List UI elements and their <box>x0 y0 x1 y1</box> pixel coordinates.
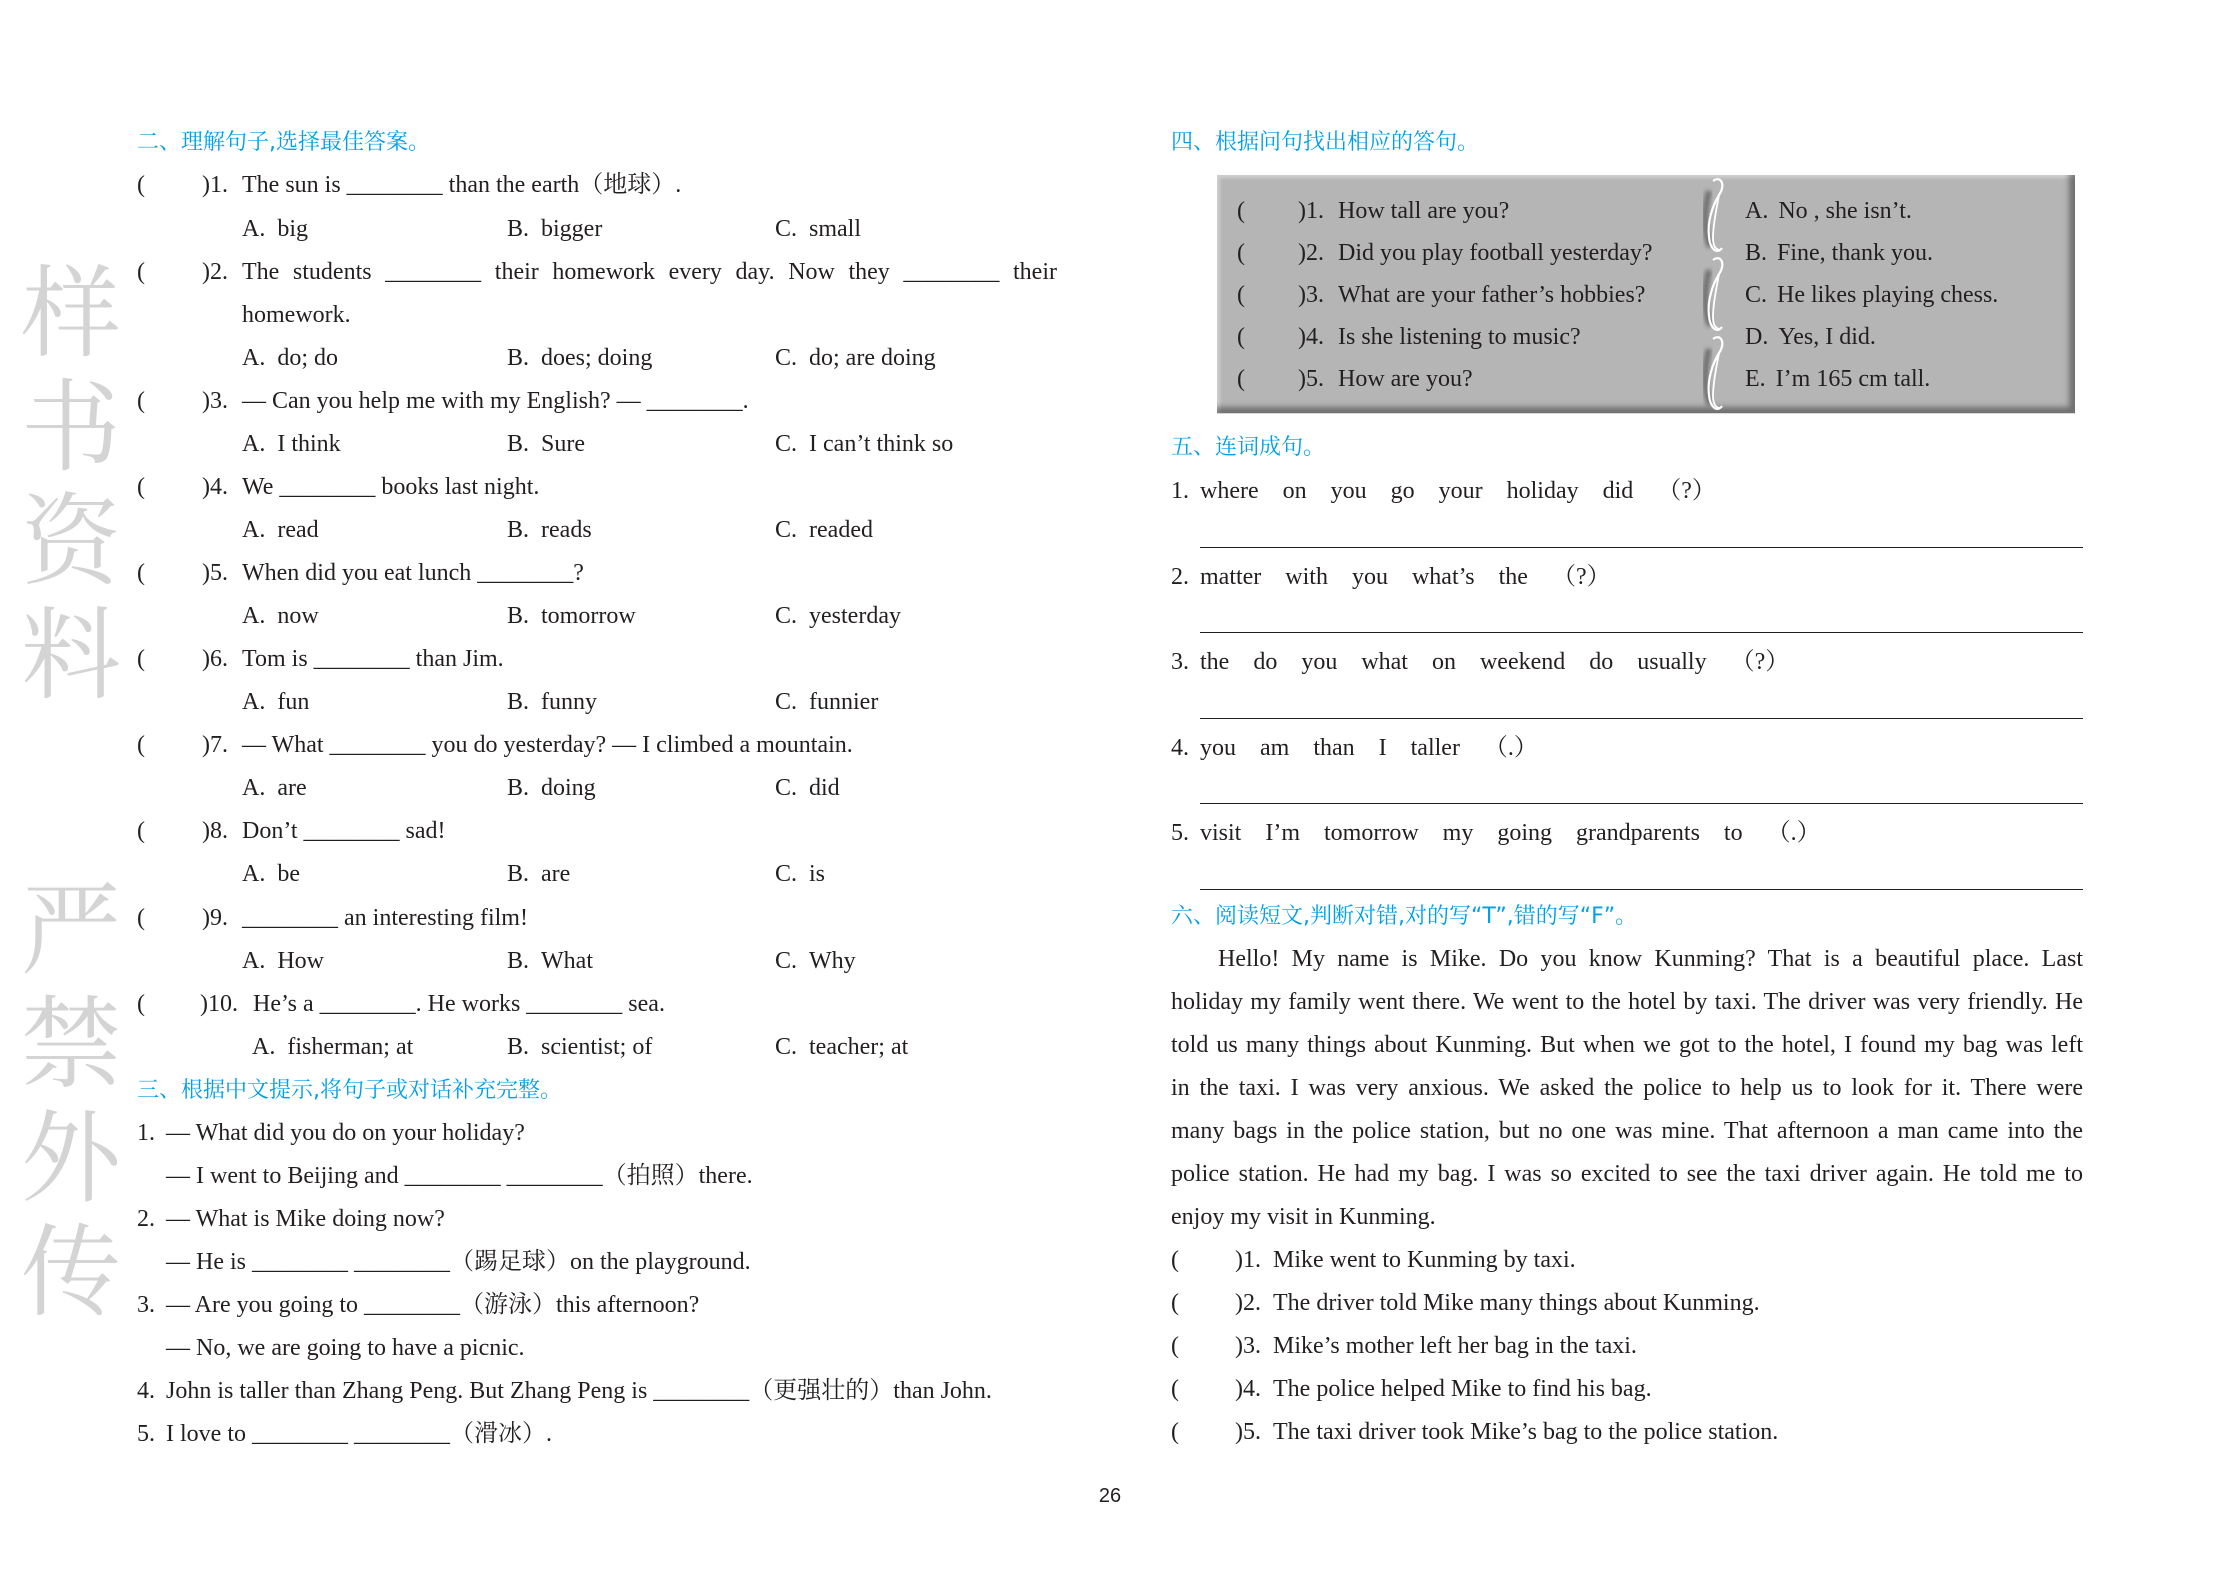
answer-bracket: ( <box>137 473 145 500</box>
options-row <box>137 681 1067 724</box>
item-number: 2. <box>137 1205 155 1232</box>
question-text: The students ________ their homework every day. Now they ________ their <box>242 258 1057 285</box>
option-a <box>242 208 308 251</box>
option-text: bigger <box>541 215 603 242</box>
section2-heading-row <box>137 121 1067 164</box>
statement-number: )2. <box>1235 1290 1261 1317</box>
option-letter: C. <box>775 603 798 630</box>
passage-line: police station. He had my bag. I was so excited to see the taxi driver again. He told me to <box>1171 1161 2083 1188</box>
option-b <box>507 595 636 638</box>
question-text: He’s a ________. He works ________ sea. <box>253 990 665 1017</box>
option-text: Sure <box>541 430 586 457</box>
option-text: teacher; at <box>809 1033 909 1060</box>
answer-bracket: ( <box>1171 1376 1179 1403</box>
question-number: )4. <box>1298 324 1324 350</box>
option-b <box>507 509 592 552</box>
option-text: do; do <box>277 344 339 371</box>
answer-letter: B. <box>1745 240 1768 266</box>
statement-text: Mike went to Kunming by taxi. <box>1273 1247 1576 1274</box>
statement-text: The driver told Mike many things about Kunming. <box>1273 1290 1760 1317</box>
answer-bracket: ( <box>1171 1333 1179 1360</box>
question-text: Don’t ________ sad! <box>242 818 446 845</box>
options-row <box>137 423 1067 466</box>
option-letter: B. <box>507 775 530 802</box>
option-b <box>507 208 602 251</box>
question-text: ________ an interesting film! <box>242 904 528 931</box>
section5-heading: 五、连词成句。 <box>1171 435 1326 461</box>
option-letter: C. <box>775 861 798 888</box>
option-text: tomorrow <box>541 603 636 630</box>
option-letter: B. <box>507 1033 530 1060</box>
question-text: Did you play football yesterday? <box>1338 240 1653 266</box>
option-b <box>507 1026 652 1069</box>
question-row <box>137 164 1067 207</box>
options-row <box>137 208 1067 251</box>
answer-bracket: ( <box>137 560 145 587</box>
question-row <box>137 638 1067 681</box>
option-letter: A. <box>252 1033 276 1060</box>
section6-heading-row <box>1171 895 2083 938</box>
question-row <box>137 466 1067 509</box>
word-order-item <box>1171 727 2083 770</box>
item-number: 5. <box>137 1421 155 1448</box>
item-number: 4. <box>137 1378 155 1405</box>
item-number: 1. <box>137 1119 155 1146</box>
answer-option <box>1745 190 1912 232</box>
options-row <box>137 853 1067 896</box>
answer-bracket: ( <box>137 732 145 759</box>
matching-box <box>1217 175 2075 413</box>
option-text: yesterday <box>809 603 901 630</box>
option-b <box>507 681 597 724</box>
question-row <box>137 897 1067 940</box>
option-letter: A. <box>242 215 266 242</box>
answer-bracket: ( <box>137 387 145 414</box>
question-row <box>137 380 1067 423</box>
item-number: 1. <box>1171 478 1189 505</box>
answer-bracket: ( <box>137 990 145 1017</box>
answer-bracket: ( <box>137 258 145 285</box>
option-letter: C. <box>775 947 798 974</box>
option-a <box>242 509 319 552</box>
passage-line: Hello! My name is Mike. Do you know Kunming? That is a beautiful place. Last <box>1218 946 2083 973</box>
option-c <box>775 509 873 552</box>
answer-bracket: ( <box>137 172 145 199</box>
question-number: )7. <box>202 732 228 759</box>
option-letter: C. <box>775 516 798 543</box>
dialogue-line: — What is Mike doing now? <box>166 1205 445 1232</box>
option-letter: A. <box>242 775 266 802</box>
answer-line <box>1200 889 2083 890</box>
true-false-item <box>1171 1368 2083 1411</box>
option-text: now <box>277 603 319 630</box>
answer-bracket: ( <box>1237 324 1245 350</box>
option-b <box>507 853 570 896</box>
true-false-item <box>1171 1325 2083 1368</box>
option-text: did <box>809 775 840 802</box>
completion-item-continued <box>137 1327 1067 1370</box>
option-c <box>775 423 953 466</box>
matching-row <box>1217 190 2075 232</box>
question-row <box>137 552 1067 595</box>
section5-heading-row <box>1171 427 2083 470</box>
option-letter: B. <box>507 861 530 888</box>
option-c <box>775 337 936 380</box>
sentence-line: I love to ________ ________（滑冰）. <box>166 1421 552 1448</box>
item-number: 3. <box>1171 649 1189 676</box>
statement-text: Mike’s mother left her bag in the taxi. <box>1273 1333 1637 1360</box>
option-b <box>507 423 585 466</box>
option-text: funny <box>541 689 598 716</box>
option-letter: A. <box>242 947 266 974</box>
word-order-item <box>1171 812 2083 855</box>
option-text: reads <box>541 516 592 543</box>
answer-line-row <box>1171 855 2083 898</box>
option-letter: A. <box>242 603 266 630</box>
scrambled-words: matter with you what’s the （?） <box>1200 563 1611 590</box>
option-letter: C. <box>775 430 798 457</box>
question-number: )6. <box>202 646 228 673</box>
statement-text: The taxi driver took Mike’s bag to the police station. <box>1273 1419 1779 1446</box>
answer-text: I’m 165 cm tall. <box>1775 366 1931 392</box>
option-text: do; are doing <box>809 344 936 371</box>
question-number: )1. <box>1298 198 1324 224</box>
question-text: Tom is ________ than Jim. <box>242 646 504 673</box>
watermark: 样书资料 严禁外传 <box>4 260 121 1333</box>
option-text: is <box>809 861 826 888</box>
option-a <box>242 595 319 638</box>
true-false-item <box>1171 1239 2083 1282</box>
option-letter: C. <box>775 775 798 802</box>
statement-number: )3. <box>1235 1333 1261 1360</box>
answer-bracket: ( <box>1237 240 1245 266</box>
true-false-item <box>1171 1411 2083 1454</box>
section2-heading: 二、理解句子,选择最佳答案。 <box>137 130 430 156</box>
option-letter: A. <box>242 861 266 888</box>
option-text: fun <box>277 689 310 716</box>
option-letter: B. <box>507 344 530 371</box>
question-number: )9. <box>202 904 228 931</box>
option-c <box>775 767 840 810</box>
answer-option <box>1745 358 1930 400</box>
passage-line: enjoy my visit in Kunming. <box>1171 1204 1436 1231</box>
option-a <box>242 423 341 466</box>
answer-letter: D. <box>1745 324 1769 350</box>
passage-line: holiday my family went there. We went to the hotel by taxi. The driver was very friendly. He <box>1171 989 2083 1016</box>
options-row <box>137 509 1067 552</box>
option-letter: A. <box>242 344 266 371</box>
question-number: )8. <box>202 818 228 845</box>
item-number: 3. <box>137 1292 155 1319</box>
option-letter: C. <box>775 215 798 242</box>
option-c <box>775 208 861 251</box>
option-letter: B. <box>507 516 530 543</box>
question-text: How tall are you? <box>1338 198 1510 224</box>
option-letter: B. <box>507 215 530 242</box>
section3-heading-row <box>137 1069 1067 1112</box>
answer-line <box>1200 632 2083 633</box>
option-a <box>252 1026 413 1069</box>
word-order-item <box>1171 641 2083 684</box>
option-text: are <box>277 775 307 802</box>
option-text: funnier <box>809 689 879 716</box>
page-number: 26 <box>1098 1485 1122 1507</box>
question-number: )3. <box>1298 282 1324 308</box>
option-text: are <box>541 861 571 888</box>
question-number: )1. <box>202 172 228 199</box>
option-text: I can’t think so <box>809 430 954 457</box>
matching-row <box>1217 232 2075 274</box>
option-text: How <box>277 947 325 974</box>
question-text: The sun is ________ than the earth（地球）. <box>242 172 682 199</box>
section5 <box>1171 427 2083 897</box>
option-b <box>507 767 596 810</box>
answer-line <box>1200 718 2083 719</box>
question-row <box>137 983 1067 1026</box>
answer-bracket: ( <box>1171 1247 1179 1274</box>
passage-line: told us many things about Kunming. But when we got to the hotel, I found my bag was left <box>1171 1032 2083 1059</box>
answer-option <box>1745 316 1876 358</box>
option-text: big <box>277 215 309 242</box>
answer-line-row <box>1171 769 2083 812</box>
dialogue-line: — He is ________ ________（踢足球）on the playground. <box>166 1249 751 1276</box>
option-letter: A. <box>242 689 266 716</box>
options-row <box>137 1026 1067 1069</box>
statement-number: )5. <box>1235 1419 1261 1446</box>
answer-text: He likes playing chess. <box>1777 282 1999 308</box>
option-text: fisherman; at <box>287 1033 414 1060</box>
true-false-item <box>1171 1282 2083 1325</box>
answer-line <box>1200 803 2083 804</box>
answer-line-row <box>1171 598 2083 641</box>
option-c <box>775 853 825 896</box>
section6-heading: 六、阅读短文,判断对错,对的写“T”,错的写“F”。 <box>1171 904 1638 930</box>
answer-text: No , she isn’t. <box>1778 198 1912 224</box>
question-number: )3. <box>202 387 228 414</box>
answer-bracket: ( <box>1237 366 1245 392</box>
answer-line <box>1200 547 2083 548</box>
option-letter: B. <box>507 947 530 974</box>
answer-letter: A. <box>1745 198 1769 224</box>
answer-bracket: ( <box>137 646 145 673</box>
option-text: I think <box>277 430 341 457</box>
answer-option <box>1745 232 1933 274</box>
completion-item <box>137 1284 1067 1327</box>
option-letter: C. <box>775 1033 798 1060</box>
answer-option <box>1745 274 1998 316</box>
option-text: does; doing <box>541 344 653 371</box>
answer-bracket: ( <box>1237 198 1245 224</box>
answer-bracket: ( <box>137 818 145 845</box>
answer-text: Yes, I did. <box>1778 324 1876 350</box>
question-text: How are you? <box>1338 366 1473 392</box>
word-order-item <box>1171 470 2083 513</box>
option-letter: B. <box>507 430 530 457</box>
question-number: )2. <box>1298 240 1324 266</box>
answer-line-row <box>1171 684 2083 727</box>
matching-row <box>1217 358 2075 400</box>
option-text: doing <box>541 775 596 802</box>
option-text: small <box>809 215 862 242</box>
item-number: 4. <box>1171 734 1189 761</box>
completion-item <box>137 1370 1067 1413</box>
option-a <box>242 853 300 896</box>
option-a <box>242 681 309 724</box>
completion-item-continued <box>137 1241 1067 1284</box>
option-text: Why <box>809 947 856 974</box>
question-text: When did you eat lunch ________? <box>242 560 584 587</box>
scrambled-words: visit I’m tomorrow my going grandparents to （.） <box>1200 820 1821 847</box>
matching-rows <box>1217 190 2075 400</box>
question-number: )4. <box>202 473 228 500</box>
question-row <box>137 724 1067 767</box>
question-text: Is she listening to music? <box>1338 324 1581 350</box>
option-c <box>775 681 878 724</box>
matching-row <box>1217 316 2075 358</box>
left-column <box>137 121 1067 1456</box>
option-c <box>775 1026 908 1069</box>
option-b <box>507 940 593 983</box>
question-text: — Can you help me with my English? — ________. <box>242 387 749 414</box>
question-text: What are your father’s hobbies? <box>1338 282 1646 308</box>
option-text: readed <box>809 516 873 543</box>
answer-bracket: ( <box>1171 1419 1179 1446</box>
options-row <box>137 767 1067 810</box>
scrambled-words: where on you go your holiday did （?） <box>1200 478 1716 505</box>
scrambled-words: you am than I taller （.） <box>1200 734 1538 761</box>
options-row <box>137 940 1067 983</box>
options-row <box>137 595 1067 638</box>
item-number: 5. <box>1171 820 1189 847</box>
option-a <box>242 337 338 380</box>
passage-line: in the taxi. I was very anxious. We asked the police to help us to look for it. There were <box>1171 1075 2083 1102</box>
option-c <box>775 595 901 638</box>
option-text: scientist; of <box>541 1033 653 1060</box>
answer-text: Fine, thank you. <box>1777 240 1934 266</box>
answer-bracket: ( <box>1237 282 1245 308</box>
question-text-continued: homework. <box>242 301 351 328</box>
dialogue-line: — I went to Beijing and ________ ________（拍照）there. <box>166 1162 753 1189</box>
item-number: 2. <box>1171 563 1189 590</box>
question-number: )10. <box>200 990 238 1017</box>
completion-item-continued <box>137 1155 1067 1198</box>
option-letter: A. <box>242 516 266 543</box>
completion-item <box>137 1198 1067 1241</box>
matching-row <box>1217 274 2075 316</box>
option-text: be <box>277 861 300 888</box>
question-text: — What ________ you do yesterday? — I climbed a mountain. <box>242 732 853 759</box>
completion-item <box>137 1413 1067 1456</box>
answer-letter: E. <box>1745 366 1766 392</box>
question-row <box>137 251 1067 294</box>
dialogue-line: — Are you going to ________（游泳）this afternoon? <box>166 1292 700 1319</box>
option-letter: C. <box>775 689 798 716</box>
statement-text: The police helped Mike to find his bag. <box>1273 1376 1652 1403</box>
option-c <box>775 940 856 983</box>
options-row <box>137 337 1067 380</box>
answer-bracket: ( <box>137 904 145 931</box>
answer-letter: C. <box>1745 282 1768 308</box>
option-letter: B. <box>507 689 530 716</box>
option-text: What <box>541 947 593 974</box>
word-order-item <box>1171 556 2083 599</box>
completion-item <box>137 1112 1067 1155</box>
section4-heading: 四、根据问句找出相应的答句。 <box>1171 130 1480 156</box>
option-text: read <box>277 516 319 543</box>
dialogue-line: — What did you do on your holiday? <box>166 1119 525 1146</box>
answer-line-row <box>1171 513 2083 556</box>
question-number: )2. <box>202 258 228 285</box>
question-row <box>137 810 1067 853</box>
section6 <box>1171 895 2083 1454</box>
statement-number: )1. <box>1235 1247 1261 1274</box>
scrambled-words: the do you what on weekend do usually （?） <box>1200 649 1790 676</box>
answer-bracket: ( <box>1171 1290 1179 1317</box>
option-b <box>507 337 652 380</box>
statement-number: )4. <box>1235 1376 1261 1403</box>
option-a <box>242 940 324 983</box>
question-text: We ________ books last night. <box>242 473 540 500</box>
question-number: )5. <box>1298 366 1324 392</box>
option-a <box>242 767 307 810</box>
section3-heading: 三、根据中文提示,将句子或对话补充完整。 <box>137 1077 562 1103</box>
question-continuation-row <box>137 294 1067 337</box>
question-number: )5. <box>202 560 228 587</box>
option-letter: B. <box>507 603 530 630</box>
option-letter: C. <box>775 344 798 371</box>
option-letter: A. <box>242 430 266 457</box>
dialogue-line: — No, we are going to have a picnic. <box>166 1335 525 1362</box>
sentence-line: John is taller than Zhang Peng. But Zhang Peng is ________（更强壮的）than John. <box>166 1378 992 1405</box>
passage-line: many bags in the police station, but no one was mine. That afternoon a man came into the <box>1171 1118 2083 1145</box>
